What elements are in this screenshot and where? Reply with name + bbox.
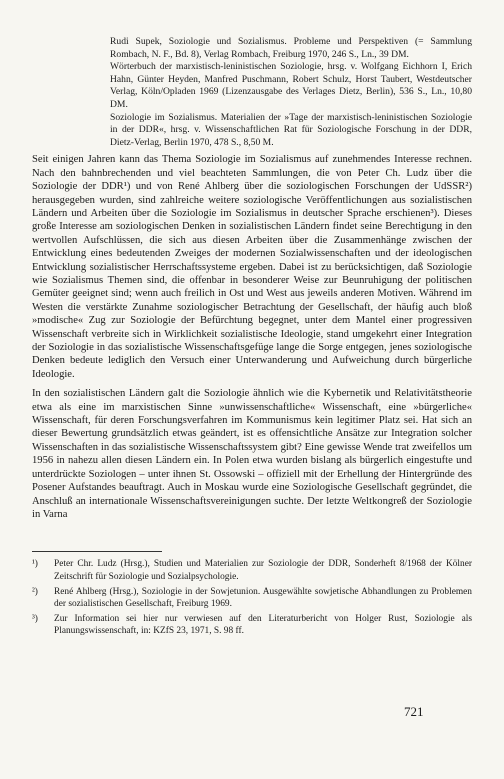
footnote-text: René Ahlberg (Hrsg.), Soziologie in der Sowjetunion. Ausgewählte sowjetische Abhandlungen zu Problemen der sozialistischen Gesellschaft, Freiburg 1969. xyxy=(54,586,472,609)
bibliography-entry: Rudi Supek, Soziologie und Sozialismus. Probleme und Perspektiven (= Sammlung Rombach, N. F., Bd. 8), Verlag Rombach, Freiburg 1970, 246 S., Ln., 39 DM. xyxy=(110,36,472,60)
footnote xyxy=(32,558,472,582)
footnote xyxy=(32,613,472,637)
paragraph: Seit einigen Jahren kann das Thema Soziologie im Sozialismus auf zunehmendes Interesse rechnen. Nach den bahnbrechenden und viel beachteten Sammlungen, die von Peter Ch. Ludz über die Soziologie der DDR¹) und von René Ahlberg über die soziologischen Forschungen der UdSSR²) herausgegeben wurden, sind zahlreiche weitere soziologische Veröffentlichungen aus sozialistischen Ländern und Arbeiten über die Soziologie im Sozialismus in deutscher Sprache erschienen³). Dieses große Interesse am soziologischen Denken in sozialistischen Ländern findet seine Berechtigung in den wertvollen Aufschlüssen, die sich aus diesen Arbeiten über die Zusammenhänge zwischen der Entwicklung eines bedeutenden Zweiges der modernen Sozialwissenschaften und der ideologischen Entwicklung sozialistischer Herrschaftssysteme ergeben. Dabei ist zu berücksichtigen, daß Soziologie wie Sozialismus Themen sind, die offenbar in besonderer Weise zur Beunruhigung der politischen Gemüter geeignet sind; wenn auch freilich in Ost und West aus jeweils anderen Motiven. Während im Westen die verstärkte Zunahme soziologischer Betrachtung der Gesellschaft, der häufig auch bloß »modische« Zug zur Soziologie der Befürchtung begegnet, unter dem Mantel einer progressiven Wissenschaft verbreite sich in Wirklichkeit sozialistische Ideologie, stand umgekehrt einer Integration der Soziologie in das sozialistische Wissenschaftsgefüge lange die Sorge entgegen, jenes soziologische Denken bedeute lediglich den Versuch einer Unterwanderung und Aufweichung durch bürgerliche Ideologie. xyxy=(32,154,472,380)
footnotes xyxy=(32,558,472,637)
body-text xyxy=(32,153,472,521)
footnote-mark: ³) xyxy=(32,614,38,625)
bibliography-entry: Soziologie im Sozialismus. Materialien der »Tage der marxistisch-leninistischen Soziologie in der DDR«, hrsg. v. Wissenschaftlichen Rat für Soziologische Forschung in der DDR, Dietz-Verlag, Berlin 1970, 478 S., 8,50 M. xyxy=(110,111,472,148)
footnote-divider xyxy=(32,551,162,552)
footnote xyxy=(32,586,472,610)
footnote-mark: ²) xyxy=(32,586,38,597)
paragraph: In den sozialistischen Ländern galt die Soziologie ähnlich wie die Kybernetik und Relativitätstheorie etwa als eine im marxistischen Sinne »unwissenschaftliche« Wissenschaft, eine »bürgerliche« Wissenschaft, für deren Forschungsverfahren im Kommunismus kein legitimer Platz sei. Hat sich an dieser Bewertung grundsätzlich etwas geändert, ist es offensichtliche Ansätze zur Integration solcher Wissenschaften in das sozialistische Wissenschaftssystem gibt? Eine gewisse Wende trat zweifellos um 1956 in nahezu allen diesen Ländern ein. In Polen etwa wurden bislang als bürgerlich eingestufte und unterdrückte Soziologen – unter ihnen St. Ossowski – offiziell mit der Erhellung der Hintergründe des Posener Aufstandes beauftragt. Auch in Moskau wurde eine Soziologische Gesellschaft gegründet, die Anschluß an internationale Wissenschaftsvereinigungen suchte. Der letzte Weltkongreß der Soziologie in Varna xyxy=(32,388,472,520)
footnote-text: Zur Information sei hier nur verwiesen auf den Literaturbericht von Holger Rust, Soziologie als Planungswissenschaft, in: KZfS 23, 1971, S. 98 ff. xyxy=(54,614,472,637)
bibliography-entry: Wörterbuch der marxistisch-leninistischen Soziologie, hrsg. v. Wolfgang Eichhorn I, Erich Hahn, Günter Heyden, Manfred Puschmann, Robert Schulz, Horst Taubert, Westdeutscher Verlag, Köln/Opladen 1969 (Lizenzausgabe des Verlages Dietz, Berlin), 536 S., Ln., 10,80 DM. xyxy=(110,61,472,110)
footnote-mark: ¹) xyxy=(32,559,38,570)
bibliography-block xyxy=(110,36,472,149)
footnote-text: Peter Chr. Ludz (Hrsg.), Studien und Materialien zur Soziologie der DDR, Sonderheft 8/1968 der Kölner Zeitschrift für Soziologie und Sozialpsychologie. xyxy=(54,559,472,582)
page-number: 721 xyxy=(404,704,424,719)
